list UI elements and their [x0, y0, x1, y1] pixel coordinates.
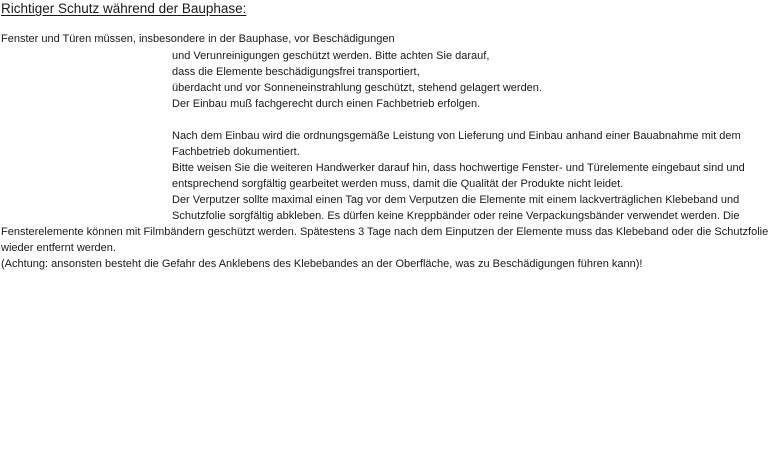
text-line: Fenster und Türen müssen, insbesondere in der Bauphase, vor Beschädigungen	[1, 33, 395, 45]
text-line: Der Einbau muß fachgerecht durch einen Fachbetrieb erfolgen.	[172, 98, 481, 110]
warning-note: (Achtung: ansonsten besteht die Gefahr des Anklebens des Klebebandes an der Oberfläche, was zu Beschädigungen führen kann)!	[1, 258, 643, 270]
text-line: Fensterelemente können mit Filmbändern geschützt werden. Spätestens 3 Tage nach dem Einputzen der Elemente muss das Klebeband oder die Schutzfolie	[1, 226, 769, 238]
text-line: und Verunreinigungen geschützt werden. Bitte achten Sie darauf,	[172, 50, 490, 62]
text-line: dass die Elemente beschädigungsfrei transportiert,	[172, 66, 420, 78]
text-line: Der Verputzer sollte maximal einen Tag vor dem Verputzen die Elemente mit einem lackverträglichen Klebeband und	[172, 194, 740, 206]
text-line: entsprechend sorgfältig gearbeitet werden muss, damit die Qualität der Produkte nicht leidet.	[172, 178, 624, 190]
text-line: Bitte weisen Sie die weiteren Handwerker darauf hin, dass hochwertige Fenster- und Türelemente eingebaut sind und	[172, 162, 745, 174]
text-line: Fachbetrieb dokumentiert.	[172, 146, 300, 158]
text-line: Nach dem Einbau wird die ordnungsgemäße Leistung von Lieferung und Einbau anhand einer Bauabnahme mit dem	[172, 130, 741, 142]
page-title: Richtiger Schutz während der Bauphase:	[1, 1, 247, 16]
text-line: Schutzfolie sorgfältig abkleben. Es dürfen keine Kreppbänder oder reine Verpackungsbänder verwendet werden. Die	[172, 210, 740, 222]
text-line: überdacht und vor Sonneneinstrahlung geschützt, stehend gelagert werden.	[172, 82, 542, 94]
text-line: wieder entfernt werden.	[1, 242, 116, 254]
